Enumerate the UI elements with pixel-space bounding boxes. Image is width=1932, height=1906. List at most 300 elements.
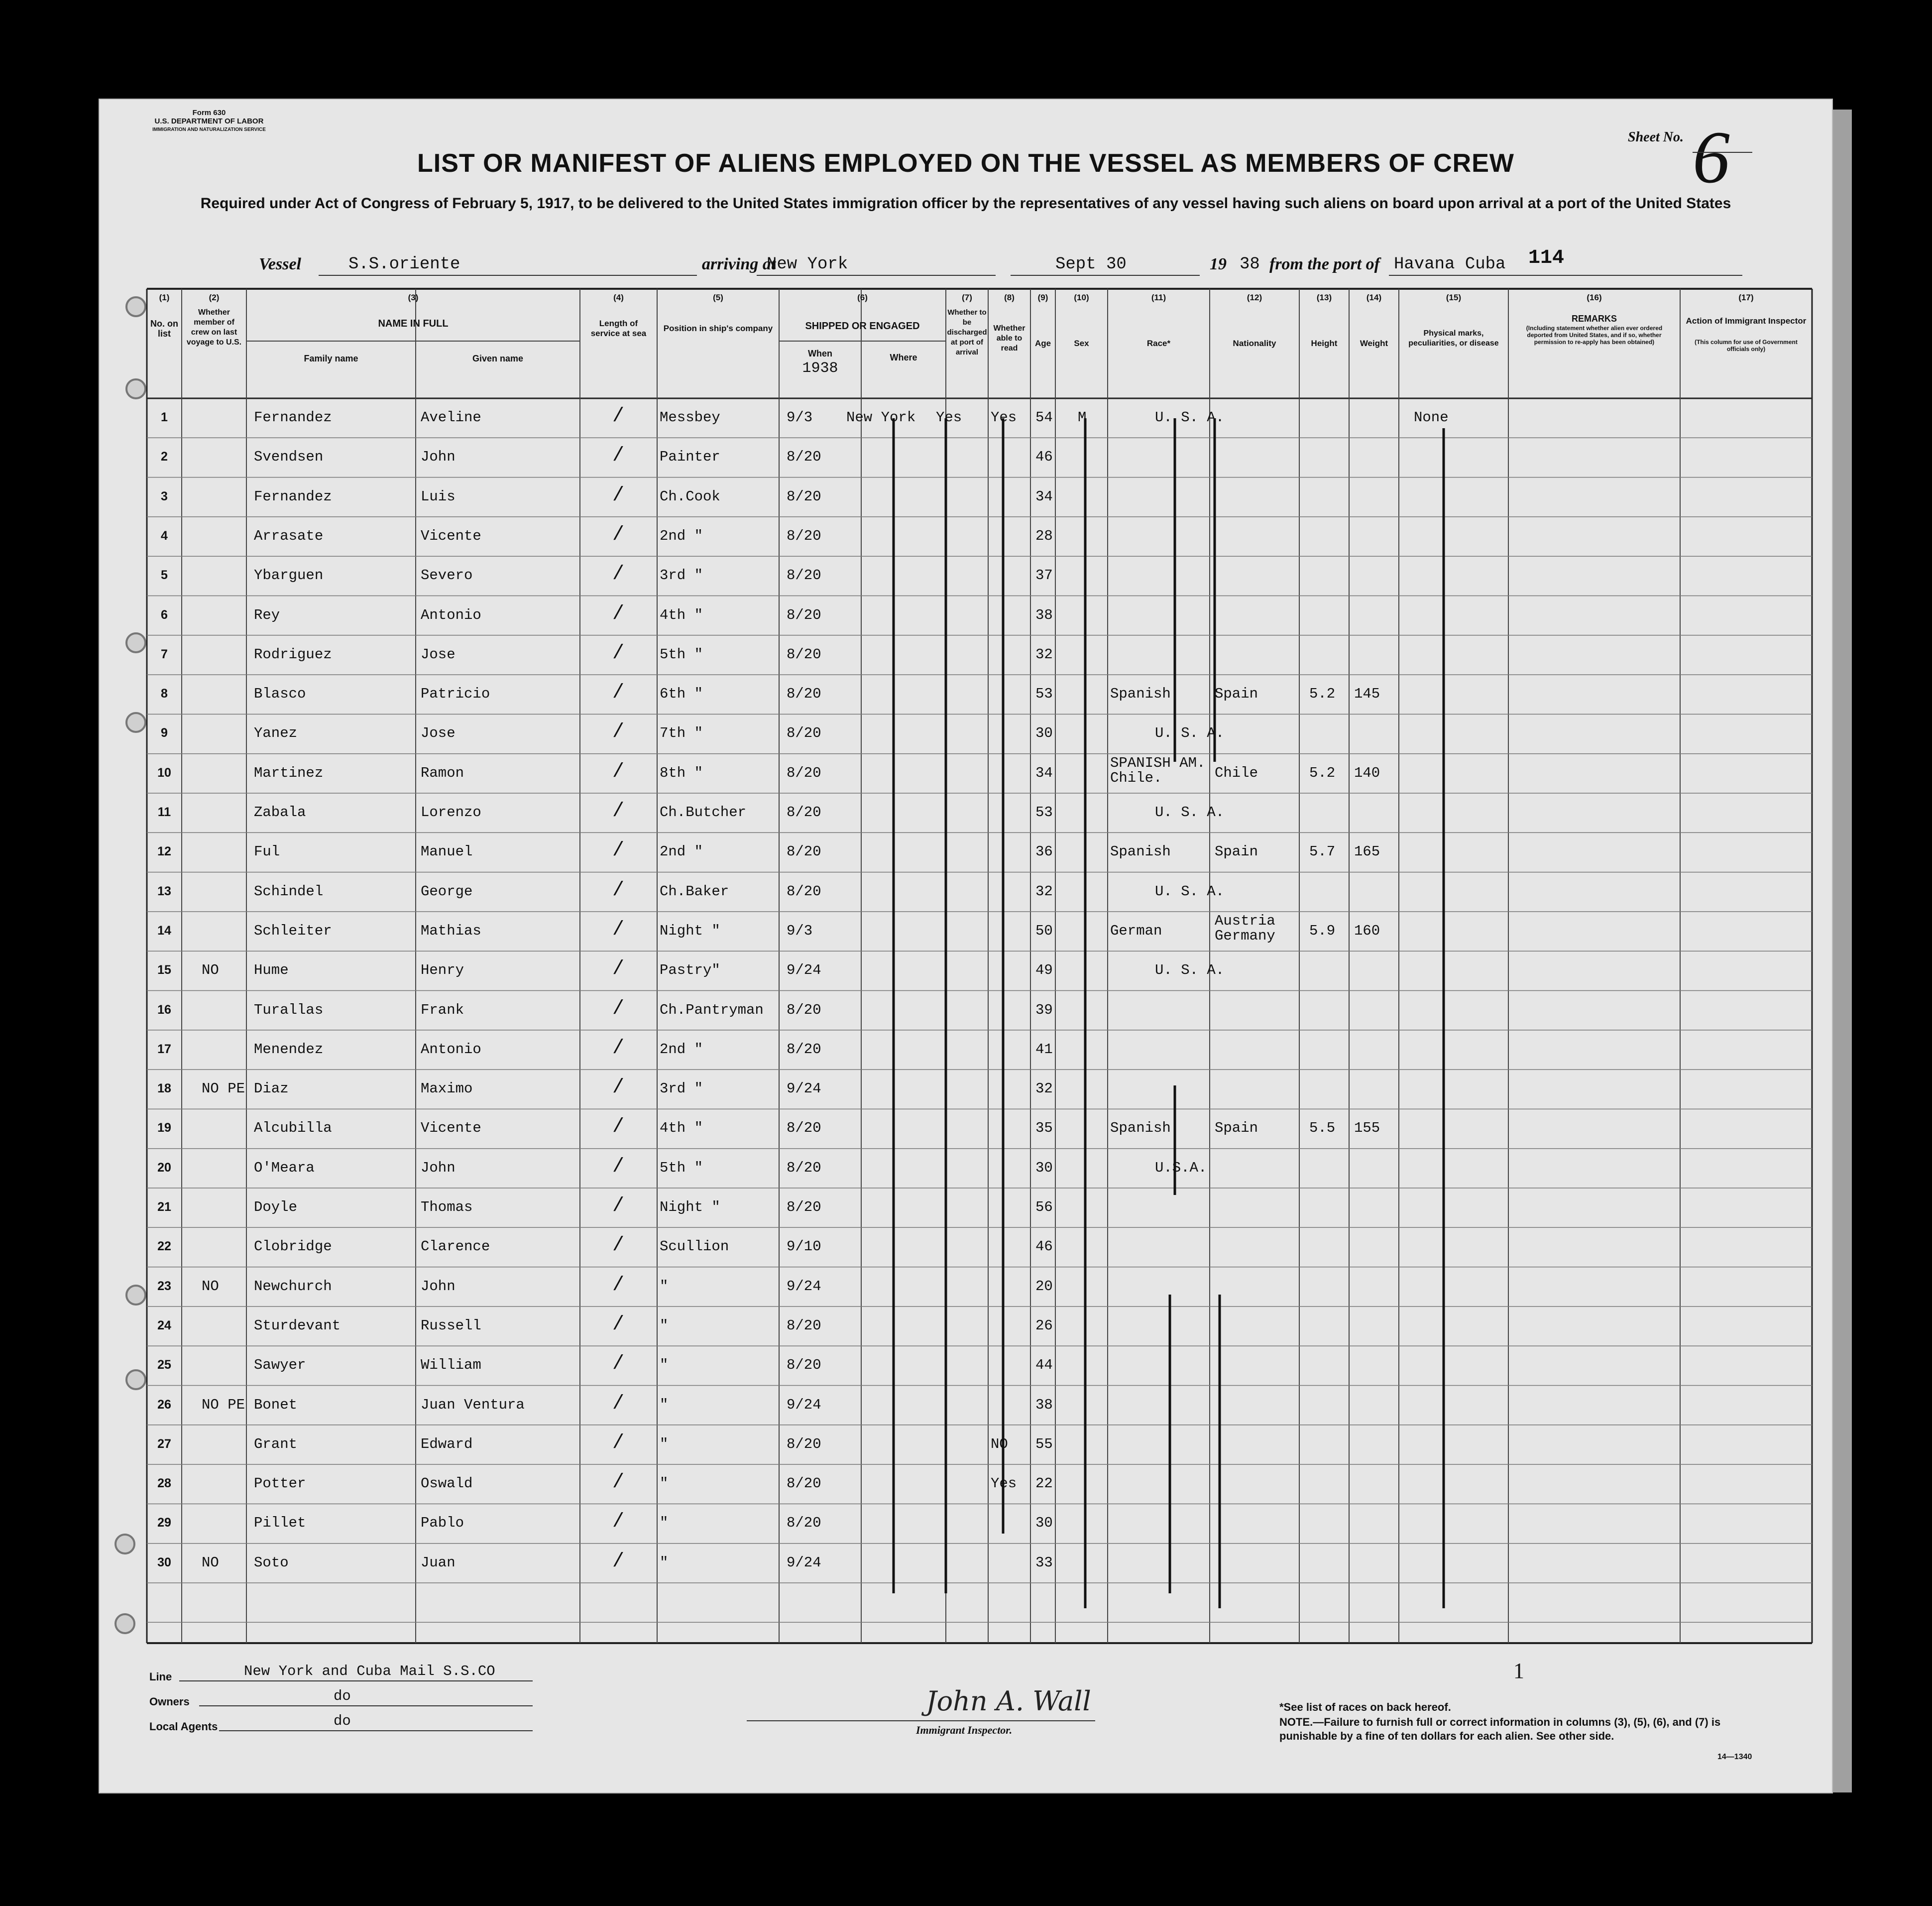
age: 34 <box>1035 488 1053 505</box>
given-name: Vicente <box>421 527 481 544</box>
family-name: Newchurch <box>254 1278 332 1295</box>
agents-underline <box>219 1730 533 1731</box>
shipped-when: 8/20 <box>787 1041 821 1058</box>
nationality: Spain <box>1215 1120 1258 1137</box>
discharged: Yes <box>936 409 962 426</box>
header-shipped-engaged: SHIPPED OR ENGAGED <box>805 321 920 332</box>
service-tick: / <box>612 1353 625 1376</box>
service-tick: / <box>612 997 625 1020</box>
given-name: Juan <box>421 1554 455 1571</box>
given-name: Juan Ventura <box>421 1396 525 1413</box>
position: 2nd " <box>660 843 703 860</box>
position: " <box>660 1396 669 1413</box>
position: " <box>660 1435 669 1452</box>
previous-voyage: NO PE <box>202 1080 245 1097</box>
service-tick: / <box>612 1155 625 1178</box>
header-inspector-sub: (This column for use of Government officials only) <box>1695 339 1798 353</box>
arriving-label: arriving at <box>702 255 776 273</box>
shipped-when: 8/20 <box>787 686 821 703</box>
age: 32 <box>1035 883 1053 900</box>
nationality: U. S. A. <box>1155 962 1225 979</box>
given-name: John <box>421 1278 455 1295</box>
age: 56 <box>1035 1199 1053 1215</box>
service-tick: / <box>612 721 625 744</box>
position: Night " <box>660 1199 720 1215</box>
service-name: IMMIGRATION AND NATURALIZATION SERVICE <box>152 127 266 132</box>
family-name: Rey <box>254 606 280 623</box>
position: Ch.Butcher <box>660 804 747 821</box>
page-title: LIST OR MANIFEST OF ALIENS EMPLOYED ON THE VESSEL AS MEMBERS OF CREW <box>417 149 1514 178</box>
given-name: William <box>421 1357 481 1374</box>
form-code: 14—1340 <box>1717 1753 1752 1761</box>
service-tick: / <box>612 523 625 546</box>
vessel-name: S.S.oriente <box>348 255 460 274</box>
service-tick: / <box>612 839 625 862</box>
arriving-port: New York <box>767 255 848 274</box>
family-name: Menendez <box>254 1041 324 1058</box>
weight: 145 <box>1354 686 1380 703</box>
age: 46 <box>1035 449 1053 466</box>
header-able-to-read: Whether able to read <box>993 324 1025 353</box>
column-number-c15: (15) <box>1446 293 1462 302</box>
family-name: Schindel <box>254 883 324 900</box>
height: 5.2 <box>1309 764 1336 781</box>
given-name: Jose <box>421 725 455 742</box>
shipped-where: New York <box>846 409 916 426</box>
row-number: 17 <box>157 1042 171 1056</box>
age: 35 <box>1035 1120 1053 1137</box>
stamp-number: 114 <box>1528 247 1565 269</box>
race: Spanish <box>1110 1120 1171 1137</box>
position: 3rd " <box>660 567 703 584</box>
service-tick: / <box>612 405 625 428</box>
owners-underline <box>199 1705 533 1706</box>
family-name: Fernandez <box>254 409 332 426</box>
page-edge <box>1832 110 1852 1792</box>
row-number: 27 <box>157 1436 171 1451</box>
year-suffix: 38 <box>1240 255 1260 274</box>
position: 2nd " <box>660 527 703 544</box>
sheet-number-value: 6 <box>1693 116 1730 199</box>
shipped-when: 8/20 <box>787 1199 821 1215</box>
age: 38 <box>1035 1396 1053 1413</box>
age: 30 <box>1035 725 1053 742</box>
family-name: Fernandez <box>254 488 332 505</box>
column-number-c1: (1) <box>159 293 170 302</box>
shipped-when: 9/24 <box>787 1554 821 1571</box>
age: 53 <box>1035 804 1053 821</box>
given-name: Aveline <box>421 409 481 426</box>
sex: M <box>1078 409 1087 426</box>
header-position: Position in ship's company <box>663 324 773 333</box>
age: 44 <box>1035 1357 1053 1374</box>
given-name: Mathias <box>421 922 481 939</box>
row-number: 25 <box>157 1358 171 1372</box>
race: Spanish <box>1110 843 1171 860</box>
given-name: Patricio <box>421 686 490 703</box>
row-number: 9 <box>161 726 168 740</box>
position: 5th " <box>660 646 703 663</box>
service-tick: / <box>612 682 625 705</box>
shipped-when: 8/20 <box>787 804 821 821</box>
row-number: 4 <box>161 528 168 543</box>
position: " <box>660 1278 669 1295</box>
family-name: Ful <box>254 843 280 860</box>
manifest-sheet <box>100 100 1832 1792</box>
inspector-signature: John A. Wall <box>926 1685 1091 1717</box>
column-number-c13: (13) <box>1316 293 1332 302</box>
service-tick: / <box>612 602 625 625</box>
department-name: U.S. DEPARTMENT OF LABOR <box>154 117 264 125</box>
header-previous-voyage: Whether member of crew on last voyage to U.S. <box>186 308 242 347</box>
position: " <box>660 1515 669 1532</box>
shipped-when: 8/20 <box>787 449 821 466</box>
shipped-when: 8/20 <box>787 725 821 742</box>
age: 22 <box>1035 1475 1053 1492</box>
header-race: Race* <box>1146 339 1171 348</box>
position: " <box>660 1317 669 1334</box>
sheet-number-label: Sheet No. <box>1628 129 1684 145</box>
position: 2nd " <box>660 1041 703 1058</box>
service-tick: / <box>612 563 625 586</box>
given-name: Jose <box>421 646 455 663</box>
height: 5.7 <box>1309 843 1336 860</box>
year-prefix: 19 <box>1210 255 1227 273</box>
header-age: Age <box>1034 339 1051 348</box>
column-number-c6: (6) <box>857 293 868 302</box>
able-to-read: Yes <box>991 409 1017 426</box>
physical-marks: None <box>1414 409 1449 426</box>
given-name: Frank <box>421 1001 464 1018</box>
family-name: Ybarguen <box>254 567 324 584</box>
row-number: 2 <box>161 450 168 464</box>
weight: 155 <box>1354 1120 1380 1137</box>
row-number: 5 <box>161 568 168 583</box>
header-no-on-list: No. on list <box>150 319 178 339</box>
shipped-when: 8/20 <box>787 843 821 860</box>
given-name: John <box>421 1159 455 1176</box>
service-tick: / <box>612 958 625 981</box>
given-name: Vicente <box>421 1120 481 1137</box>
family-name: Turallas <box>254 1001 324 1018</box>
service-tick: / <box>612 1313 625 1336</box>
previous-voyage: NO <box>202 1554 219 1571</box>
nationality: U. S. A. <box>1155 804 1225 821</box>
age: 50 <box>1035 922 1053 939</box>
row-number: 6 <box>161 607 168 622</box>
given-name: Antonio <box>421 606 481 623</box>
given-name: Antonio <box>421 1041 481 1058</box>
age: 26 <box>1035 1317 1053 1334</box>
row-number: 26 <box>157 1397 171 1412</box>
agents-label: Local Agents <box>149 1720 218 1733</box>
position: 3rd " <box>660 1080 703 1097</box>
race: Spanish <box>1110 686 1171 703</box>
family-name: Hume <box>254 962 289 979</box>
agents-value: do <box>334 1713 351 1729</box>
service-tick: / <box>612 800 625 823</box>
family-name: Pillet <box>254 1515 306 1532</box>
nationality: Austria Germany <box>1215 912 1275 944</box>
previous-voyage: NO <box>202 962 219 979</box>
position: 6th " <box>660 686 703 703</box>
row-number: 12 <box>157 844 171 859</box>
family-name: Arrasate <box>254 527 324 544</box>
age: 46 <box>1035 1238 1053 1255</box>
service-tick: / <box>612 879 625 902</box>
family-name: Svendsen <box>254 449 324 466</box>
service-tick: / <box>612 1037 625 1060</box>
position: 4th " <box>660 606 703 623</box>
given-name: Lorenzo <box>421 804 481 821</box>
service-tick: / <box>612 1116 625 1139</box>
line-value: New York and Cuba Mail S.S.CO <box>244 1663 495 1679</box>
weight: 160 <box>1354 922 1380 939</box>
able-to-read: NO <box>991 1435 1008 1452</box>
shipped-when: 8/20 <box>787 764 821 781</box>
given-name: Maximo <box>421 1080 473 1097</box>
shipped-when: 9/24 <box>787 1396 821 1413</box>
previous-voyage: NO PE <box>202 1396 245 1413</box>
from-port: Havana Cuba <box>1394 255 1506 274</box>
age: 30 <box>1035 1515 1053 1532</box>
header-length-of-service: Length of service at sea <box>590 319 647 338</box>
column-number-c16: (16) <box>1587 293 1602 302</box>
height: 5.2 <box>1309 686 1336 703</box>
owners-label: Owners <box>149 1695 190 1708</box>
header-nationality: Nationality <box>1233 339 1276 348</box>
family-name: Zabala <box>254 804 306 821</box>
vessel-label: Vessel <box>259 255 301 273</box>
given-name: Oswald <box>421 1475 473 1492</box>
shipped-when: 8/20 <box>787 567 821 584</box>
given-name: Henry <box>421 962 464 979</box>
family-name: Schleiter <box>254 922 332 939</box>
given-name: Pablo <box>421 1515 464 1532</box>
age: 30 <box>1035 1159 1053 1176</box>
position: 4th " <box>660 1120 703 1137</box>
shipped-when: 9/24 <box>787 1278 821 1295</box>
signature-underline <box>747 1720 1095 1721</box>
family-name: Yanez <box>254 725 298 742</box>
shipped-when: 8/20 <box>787 1317 821 1334</box>
weight: 165 <box>1354 843 1380 860</box>
service-tick: / <box>612 1431 625 1454</box>
given-name: Clarence <box>421 1238 490 1255</box>
given-name: John <box>421 449 455 466</box>
row-number: 16 <box>157 1002 171 1017</box>
age: 34 <box>1035 764 1053 781</box>
able-to-read: Yes <box>991 1475 1017 1492</box>
previous-voyage: NO <box>202 1278 219 1295</box>
column-number-c3: (3) <box>408 293 419 302</box>
service-tick: / <box>612 1550 625 1573</box>
service-tick: / <box>612 1076 625 1099</box>
shipped-when: 8/20 <box>787 883 821 900</box>
position: " <box>660 1357 669 1374</box>
row-number: 21 <box>157 1200 171 1214</box>
position: Ch.Baker <box>660 883 729 900</box>
header-where: Where <box>890 353 917 362</box>
height: 5.9 <box>1309 922 1336 939</box>
family-name: Sawyer <box>254 1357 306 1374</box>
row-number: 15 <box>157 963 171 977</box>
row-number: 20 <box>157 1160 171 1175</box>
column-number-c4: (4) <box>613 293 624 302</box>
nationality: Chile <box>1215 764 1258 781</box>
position: Ch.Cook <box>660 488 720 505</box>
family-name: Sturdevant <box>254 1317 341 1334</box>
row-number: 8 <box>161 687 168 701</box>
weight: 140 <box>1354 764 1380 781</box>
penalty-note: NOTE.—Failure to furnish full or correct information in columns (3), (5), (6), and (7) is punishable by a fine of ten dollars for each alien. See other side. <box>1279 1716 1721 1742</box>
nationality: Spain <box>1215 843 1258 860</box>
position: 5th " <box>660 1159 703 1176</box>
position: " <box>660 1475 669 1492</box>
age: 54 <box>1035 409 1053 426</box>
family-name: Alcubilla <box>254 1120 332 1137</box>
shipped-when: 8/20 <box>787 1435 821 1452</box>
shipped-when: 9/3 <box>787 922 813 939</box>
column-number-c9: (9) <box>1037 293 1048 302</box>
family-name: Martinez <box>254 764 324 781</box>
row-number: 29 <box>157 1516 171 1530</box>
owners-value: do <box>334 1688 351 1704</box>
nationality: U.S.A. <box>1155 1159 1207 1176</box>
position: Pastry" <box>660 962 720 979</box>
row-number: 18 <box>157 1081 171 1096</box>
family-name: Diaz <box>254 1080 289 1097</box>
age: 36 <box>1035 843 1053 860</box>
shipped-when: 8/20 <box>787 606 821 623</box>
column-number-c12: (12) <box>1247 293 1262 302</box>
position: 7th " <box>660 725 703 742</box>
shipped-when: 8/20 <box>787 646 821 663</box>
header-inspector-action: Action of Immigrant Inspector <box>1686 316 1807 326</box>
column-number-c5: (5) <box>713 293 723 302</box>
shipped-when: 9/24 <box>787 962 821 979</box>
nationality: Spain <box>1215 686 1258 703</box>
service-tick: / <box>612 1274 625 1297</box>
position: " <box>660 1554 669 1571</box>
nationality: U. S. A. <box>1155 725 1225 742</box>
age: 28 <box>1035 527 1053 544</box>
age: 32 <box>1035 646 1053 663</box>
position: 8th " <box>660 764 703 781</box>
shipped-when: 9/3 <box>787 409 813 426</box>
shipped-when: 8/20 <box>787 1357 821 1374</box>
header-physical-marks: Physical marks, peculiarities, or disease <box>1408 329 1499 348</box>
shipped-year: 1938 <box>802 360 838 377</box>
service-tick: / <box>612 445 625 468</box>
family-name: O'Meara <box>254 1159 315 1176</box>
position: Night " <box>660 922 720 939</box>
shipped-when: 9/10 <box>787 1238 821 1255</box>
given-name: Ramon <box>421 764 464 781</box>
service-tick: / <box>612 1471 625 1494</box>
column-number-c14: (14) <box>1366 293 1382 302</box>
column-number-c7: (7) <box>962 293 972 302</box>
header-given-name: Given name <box>472 354 524 363</box>
header-weight: Weight <box>1360 339 1388 348</box>
column-number-c8: (8) <box>1004 293 1015 302</box>
page-mark: 1 <box>1513 1659 1524 1683</box>
header-remarks: REMARKS <box>1571 314 1617 324</box>
age: 38 <box>1035 606 1053 623</box>
height: 5.5 <box>1309 1120 1336 1137</box>
given-name: Edward <box>421 1435 473 1452</box>
nationality: U. S. A. <box>1155 409 1225 426</box>
service-tick: / <box>612 1234 625 1257</box>
family-name: Blasco <box>254 686 306 703</box>
service-tick: / <box>612 1195 625 1217</box>
header-discharged: Whether to be discharged at port of arrival <box>947 308 987 357</box>
inspector-label: Immigrant Inspector. <box>916 1724 1013 1736</box>
given-name: Luis <box>421 488 455 505</box>
header-name-in-full: NAME IN FULL <box>378 318 449 329</box>
shipped-when: 8/20 <box>787 488 821 505</box>
given-name: Severo <box>421 567 473 584</box>
shipped-when: 8/20 <box>787 1475 821 1492</box>
age: 49 <box>1035 962 1053 979</box>
service-tick: / <box>612 642 625 665</box>
given-name: George <box>421 883 473 900</box>
row-number: 24 <box>157 1318 171 1332</box>
arrival-date: Sept 30 <box>1055 255 1127 274</box>
row-number: 30 <box>157 1555 171 1569</box>
given-name: Manuel <box>421 843 473 860</box>
column-number-c11: (11) <box>1151 293 1166 302</box>
column-number-c10: (10) <box>1074 293 1089 302</box>
family-name: Grant <box>254 1435 298 1452</box>
row-number: 19 <box>157 1121 171 1135</box>
age: 53 <box>1035 686 1053 703</box>
age: 20 <box>1035 1278 1053 1295</box>
age: 39 <box>1035 1001 1053 1018</box>
nationality: U. S. A. <box>1155 883 1225 900</box>
row-number: 10 <box>157 765 171 780</box>
row-number: 1 <box>161 410 168 424</box>
page-subtitle: Required under Act of Congress of February 5, 1917, to be delivered to the United States immigration officer by the representatives of any vessel having such aliens on board upon arrival at a port of the United States <box>200 195 1731 212</box>
header-when: When <box>808 349 832 358</box>
age: 33 <box>1035 1554 1053 1571</box>
header-remarks-sub: (Including statement whether alien ever ordered deported from United States, and if so, whether permission to re-apply has been obtained) <box>1526 325 1663 346</box>
race: German <box>1110 922 1162 939</box>
family-name: Bonet <box>254 1396 298 1413</box>
given-name: Thomas <box>421 1199 473 1215</box>
position: Scullion <box>660 1238 729 1255</box>
form-number: Form 630 <box>192 109 226 117</box>
service-tick: / <box>612 1511 625 1534</box>
family-name: Rodriguez <box>254 646 332 663</box>
age: 55 <box>1035 1435 1053 1452</box>
position: Messbey <box>660 409 720 426</box>
shipped-when: 8/20 <box>787 1001 821 1018</box>
service-tick: / <box>612 918 625 941</box>
race: SPANISH AM. Chile. <box>1110 754 1206 786</box>
line-label: Line <box>149 1670 172 1683</box>
header-family-name: Family name <box>304 354 358 363</box>
row-number: 7 <box>161 647 168 661</box>
family-name: Doyle <box>254 1199 298 1215</box>
row-number: 13 <box>157 884 171 898</box>
from-port-label: from the port of <box>1269 255 1380 273</box>
races-note: *See list of races on back hereof. <box>1279 1701 1451 1713</box>
given-name: Russell <box>421 1317 481 1334</box>
shipped-when: 8/20 <box>787 1120 821 1137</box>
row-number: 11 <box>157 805 171 819</box>
age: 32 <box>1035 1080 1053 1097</box>
